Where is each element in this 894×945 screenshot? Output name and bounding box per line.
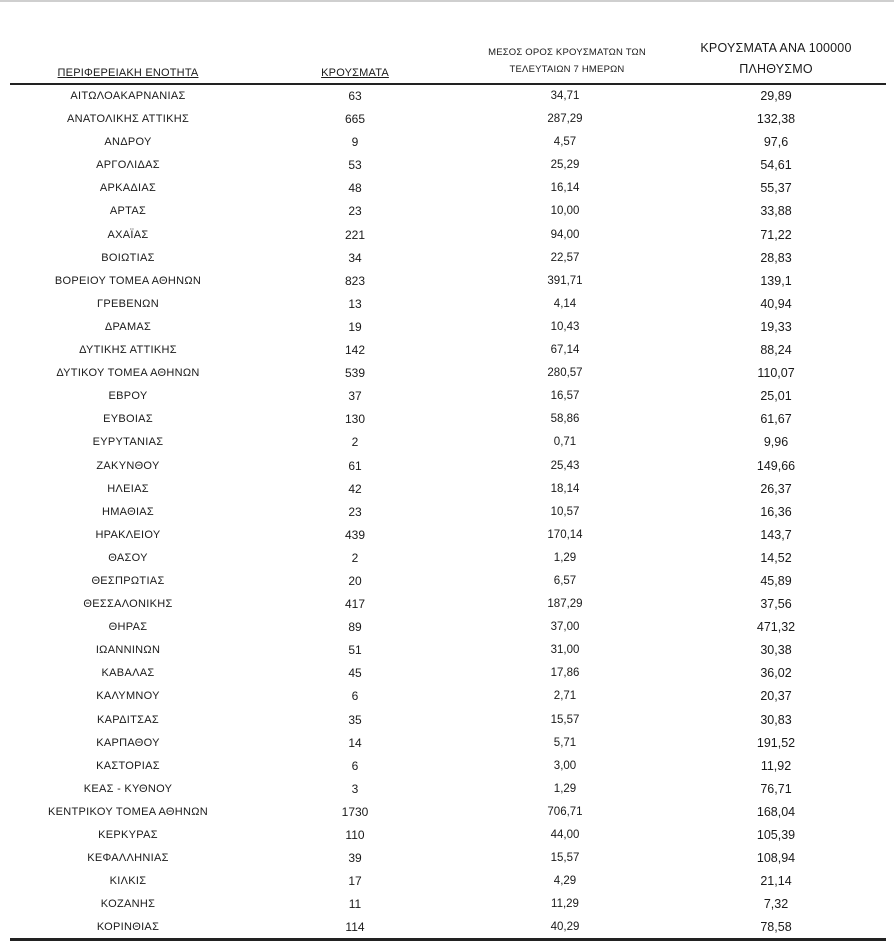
avg7-cell: 2,71: [553, 690, 577, 703]
header-region: ΠΕΡΙΦΕΡΕΙΑΚΗ ΕΝΟΤΗΤΑ: [57, 67, 199, 79]
avg7-cell: 25,43: [550, 459, 580, 472]
per100k-cell: 143,7: [760, 527, 792, 542]
bottom-divider: [10, 938, 886, 941]
per100k-cell: 19,33: [760, 319, 792, 334]
table-row: [0, 755, 894, 778]
per100k-cell: 110,07: [757, 366, 795, 381]
cases-cell: 48: [348, 181, 362, 196]
region-cell: ΔΡΑΜΑΣ: [104, 320, 152, 333]
avg7-cell: 16,57: [550, 390, 580, 403]
per100k-cell: 97,6: [763, 135, 789, 150]
per100k-cell: 7,32: [763, 897, 789, 912]
avg7-cell: 25,29: [550, 159, 580, 172]
cases-cell: 6: [351, 758, 359, 773]
cases-cell: 110: [345, 828, 365, 842]
region-cell: ΘΗΡΑΣ: [108, 621, 148, 634]
avg7-cell: 37,00: [550, 621, 580, 634]
cases-cell: 114: [345, 920, 365, 935]
per100k-cell: 88,24: [760, 343, 792, 358]
cases-cell: 53: [348, 158, 362, 173]
per100k-cell: 30,83: [760, 712, 792, 727]
avg7-cell: 4,14: [553, 297, 577, 310]
table-row: [0, 685, 894, 708]
table-row: [0, 870, 894, 893]
table-row: [0, 616, 894, 639]
avg7-cell: 58,86: [550, 413, 580, 426]
cases-cell: 6: [351, 689, 359, 704]
cases-cell: 63: [348, 89, 362, 103]
region-cell: ΑΡΓΟΛΙΔΑΣ: [96, 159, 160, 172]
table-body: [0, 85, 894, 939]
cases-cell: 13: [348, 296, 362, 311]
table-row: [0, 639, 894, 662]
avg7-cell: 11,29: [551, 898, 579, 911]
region-cell: ΑΡΤΑΣ: [109, 205, 147, 218]
region-cell: ΕΥΒΟΙΑΣ: [103, 413, 153, 426]
region-cell: ΚΕΦΑΛΛΗΝΙΑΣ: [87, 852, 169, 865]
region-cell: ΚΟΖΑΝΗΣ: [100, 898, 156, 911]
avg7-cell: 10,43: [550, 320, 580, 333]
cases-cell: 23: [348, 504, 362, 519]
avg7-cell: 94,00: [550, 228, 580, 241]
region-cell: ΘΑΣΟΥ: [108, 551, 148, 564]
per100k-cell: 26,37: [760, 481, 792, 496]
avg7-cell: 280,57: [547, 367, 583, 380]
region-cell: ΓΡΕΒΕΝΩΝ: [97, 297, 159, 310]
region-cell: ΑΧΑΪΑΣ: [107, 228, 149, 241]
per100k-cell: 105,39: [756, 828, 796, 842]
cases-cell: 439: [344, 527, 366, 542]
header-cases: ΚΡΟΥΣΜΑΤΑ: [321, 67, 389, 79]
avg7-cell: 4,29: [553, 875, 577, 888]
avg7-cell: 5,71: [553, 736, 577, 749]
table-row: [0, 316, 894, 339]
cases-cell: 221: [344, 227, 366, 242]
region-cell: ΒΟΙΩΤΙΑΣ: [101, 251, 155, 264]
table-row: [0, 339, 894, 362]
table-row: [0, 547, 894, 570]
cases-cell: 142: [344, 343, 366, 358]
cases-cell: 823: [344, 273, 366, 288]
avg7-cell: 0,71: [553, 436, 577, 449]
per100k-cell: 54,61: [760, 158, 792, 173]
cases-cell: 2: [351, 435, 359, 450]
region-cell: ΒΟΡΕΙΟΥ ΤΟΜΕΑ ΑΘΗΝΩΝ: [54, 274, 202, 287]
region-cell: ΔΥΤΙΚΗΣ ΑΤΤΙΚΗΣ: [79, 344, 177, 357]
region-cell: ΚΟΡΙΝΘΙΑΣ: [96, 921, 160, 934]
table-row: [0, 478, 894, 501]
region-cell: ΚΑΡΠΑΘΟΥ: [96, 736, 160, 749]
cases-cell: 89: [348, 620, 362, 635]
cases-cell: 2: [351, 550, 359, 565]
avg7-cell: 4,57: [553, 136, 577, 149]
per100k-cell: 61,67: [760, 412, 792, 427]
avg7-cell: 40,29: [550, 921, 580, 934]
cases-cell: 61: [348, 458, 362, 473]
region-cell: ΗΜΑΘΙΑΣ: [101, 505, 155, 518]
per100k-cell: 29,89: [760, 89, 792, 103]
region-cell: ΗΛΕΙΑΣ: [107, 482, 149, 495]
cases-cell: 539: [344, 366, 366, 381]
per100k-cell: 21,14: [760, 874, 792, 889]
per100k-cell: 40,94: [760, 296, 792, 311]
per100k-cell: 11,92: [760, 758, 792, 773]
avg7-cell: 170,14: [547, 528, 583, 541]
per100k-cell: 78,58: [760, 920, 792, 935]
per100k-cell: 37,56: [760, 597, 792, 612]
table-row: [0, 108, 894, 131]
avg7-cell: 1,29: [553, 551, 577, 564]
per100k-cell: 33,88: [760, 204, 792, 219]
cases-cell: 34: [348, 250, 362, 265]
cases-cell: 1730: [341, 804, 369, 819]
per100k-cell: 28,83: [760, 250, 792, 265]
per100k-cell: 71,22: [760, 227, 792, 242]
region-cell: ΚΑΣΤΟΡΙΑΣ: [96, 759, 160, 772]
table-row: [0, 385, 894, 408]
avg7-cell: 16,14: [550, 182, 580, 195]
avg7-cell: 22,57: [550, 251, 580, 264]
cases-cell: 39: [348, 851, 362, 866]
cases-cell: 45: [348, 666, 362, 681]
per100k-cell: 139,1: [760, 273, 792, 288]
per100k-cell: 25,01: [760, 389, 792, 404]
per100k-cell: 168,04: [756, 804, 796, 819]
region-cell: ΑΝΑΤΟΛΙΚΗΣ ΑΤΤΙΚΗΣ: [66, 113, 190, 126]
table-row: [0, 431, 894, 454]
table-row: [0, 847, 894, 870]
avg7-cell: 3,00: [553, 759, 577, 772]
per100k-cell: 16,36: [760, 504, 792, 519]
region-cell: ΚΕΑΣ - ΚΥΘΝΟΥ: [83, 782, 173, 795]
region-cell: ΚΑΒΑΛΑΣ: [101, 667, 155, 680]
table-row: [0, 293, 894, 316]
table-row: [0, 270, 894, 293]
region-cell: ΑΙΤΩΛΟΑΚΑΡΝΑΝΙΑΣ: [70, 90, 186, 102]
region-cell: ΚΕΡΚΥΡΑΣ: [98, 829, 158, 841]
per100k-cell: 30,38: [760, 643, 792, 658]
cases-cell: 19: [348, 319, 362, 334]
avg7-cell: 706,71: [547, 805, 583, 818]
per100k-cell: 76,71: [760, 781, 792, 796]
table-row: [0, 524, 894, 547]
cases-cell: 9: [351, 135, 359, 150]
table-row: [0, 893, 894, 916]
region-cell: ΗΡΑΚΛΕΙΟΥ: [95, 528, 161, 541]
table-row: [0, 593, 894, 616]
region-cell: ΚΑΛΥΜΝΟΥ: [96, 690, 160, 703]
avg7-cell: 15,57: [550, 713, 580, 726]
table-row: [0, 778, 894, 801]
table-row: [0, 801, 894, 824]
avg7-cell: 6,57: [553, 574, 577, 587]
avg7-cell: 67,14: [550, 344, 580, 357]
avg7-cell: 31,00: [550, 644, 580, 657]
avg7-cell: 1,29: [553, 782, 577, 795]
table-row: [0, 501, 894, 524]
region-cell: ΑΡΚΑΔΙΑΣ: [99, 182, 157, 195]
region-cell: ΘΕΣΣΑΛΟΝΙΚΗΣ: [83, 598, 173, 611]
table-row: [0, 247, 894, 270]
table-row: [0, 709, 894, 732]
table-row: [0, 154, 894, 177]
table-row: [0, 824, 894, 847]
table-row: [0, 916, 894, 939]
cases-cell: 417: [344, 597, 366, 612]
cases-cell: 37: [348, 389, 362, 404]
table-row: [0, 455, 894, 478]
per100k-cell: 36,02: [760, 666, 792, 681]
table-row: [0, 85, 894, 108]
cases-cell: 51: [348, 643, 362, 658]
avg7-cell: 18,14: [550, 482, 580, 495]
avg7-cell: 10,00: [550, 205, 580, 218]
per100k-cell: 9,96: [763, 435, 789, 450]
per100k-cell: 149,66: [756, 458, 796, 473]
per100k-cell: 55,37: [760, 181, 792, 196]
cases-cell: 3: [351, 781, 359, 796]
cases-cell: 11: [348, 897, 362, 912]
avg7-cell: 44,00: [550, 829, 580, 841]
avg7-cell: 17,86: [550, 667, 580, 680]
table-row: [0, 200, 894, 223]
table-row: [0, 570, 894, 593]
header-per100k: ΚΡΟΥΣΜΑΤΑ ΑΝΑ 100000 ΠΛΗΘΥΣΜΟ: [700, 41, 852, 76]
cases-cell: 130: [344, 412, 366, 427]
region-cell: ΕΒΡΟΥ: [108, 390, 148, 403]
region-cell: ΘΕΣΠΡΩΤΙΑΣ: [91, 574, 165, 587]
cases-cell: 665: [344, 112, 366, 127]
region-cell: ΔΥΤΙΚΟΥ ΤΟΜΕΑ ΑΘΗΝΩΝ: [56, 367, 200, 380]
per100k-cell: 132,38: [756, 112, 796, 127]
table-row: [0, 732, 894, 755]
avg7-cell: 10,57: [550, 505, 580, 518]
table-row: [0, 408, 894, 431]
table-row: [0, 177, 894, 200]
region-cell: ΙΩΑΝΝΙΝΩΝ: [95, 644, 161, 657]
cases-cell: 42: [348, 481, 362, 496]
table-row: [0, 131, 894, 154]
cases-cell: 14: [348, 735, 362, 750]
avg7-cell: 187,29: [547, 598, 583, 611]
table-header: [0, 38, 894, 82]
cases-cell: 17: [348, 874, 362, 889]
region-cell: ΚΕΝΤΡΙΚΟΥ ΤΟΜΕΑ ΑΘΗΝΩΝ: [48, 805, 208, 818]
per100k-cell: 45,89: [760, 573, 792, 588]
top-divider: [0, 0, 894, 2]
region-cell: ΖΑΚΥΝΘΟΥ: [96, 459, 160, 472]
per100k-cell: 14,52: [760, 550, 792, 565]
per100k-cell: 20,37: [760, 689, 792, 704]
table-row: [0, 662, 894, 685]
avg7-cell: 34,71: [550, 90, 580, 102]
region-cell: ΚΙΛΚΙΣ: [109, 875, 147, 888]
per100k-cell: 191,52: [756, 735, 796, 750]
region-cell: ΑΝΔΡΟΥ: [104, 136, 152, 149]
table-row: [0, 362, 894, 385]
region-cell: ΚΑΡΔΙΤΣΑΣ: [97, 713, 159, 726]
per100k-cell: 471,32: [756, 620, 796, 635]
header-avg7: ΜΕΣΟΣ ΟΡΟΣ ΚΡΟΥΣΜΑΤΩΝ ΤΩΝ ΤΕΛΕΥΤΑΙΩΝ 7 ΗΜΕΡΩΝ: [488, 47, 646, 75]
avg7-cell: 287,29: [547, 113, 583, 126]
avg7-cell: 391,71: [547, 274, 583, 287]
table-row: [0, 224, 894, 247]
cases-cell: 35: [348, 712, 362, 727]
per100k-cell: 108,94: [756, 851, 796, 866]
avg7-cell: 15,57: [550, 852, 580, 865]
region-cell: ΕΥΡΥΤΑΝΙΑΣ: [92, 436, 164, 449]
cases-cell: 23: [348, 204, 362, 219]
cases-cell: 20: [348, 573, 362, 588]
